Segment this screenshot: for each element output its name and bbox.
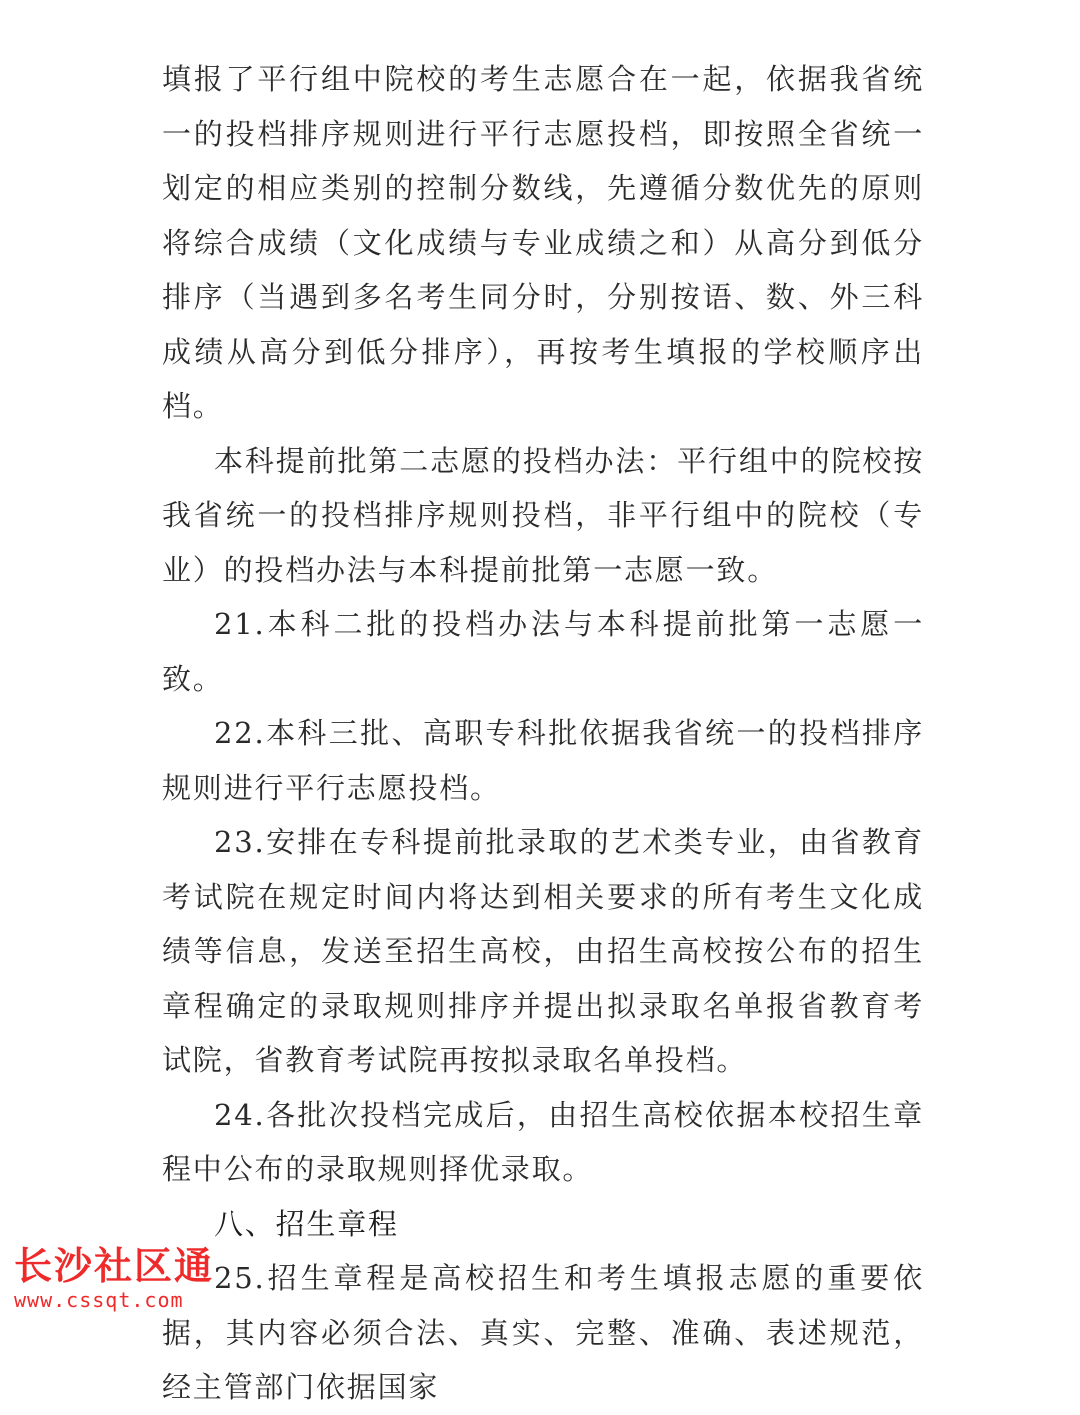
watermark-logo: 长沙社区通 — [14, 1244, 215, 1288]
watermark-url: www.cssqt.com — [14, 1288, 184, 1312]
paragraph-item-25: 25.招生章程是高校招生和考生填报志愿的重要依据，其内容必须合法、真实、完整、准确、表述规范，经主管部门依据国家 — [162, 1261, 924, 1404]
paragraph-second-choice-rule: 本科提前批第二志愿的投档办法：平行组中的院校按我省统一的投档排序规则投档，非平行组中的院校（专业）的投档办法与本科提前批第一志愿一致。 — [162, 443, 924, 587]
watermark — [14, 1244, 214, 1312]
section-heading: 八、招生章程 — [214, 1206, 399, 1241]
paragraph-continuation: 填报了平行组中院校的考生志愿合在一起，依据我省统一的投档排序规则进行平行志愿投档，即按照全省统一划定的相应类别的控制分数线，先遵循分数优先的原则将综合成绩（文化成绩与专业成绩之和）从高分到低分排序（当遇到多名考生同分时，分别按语、数、外三科成绩从高分到低分排序），再按考生填报的学校顺序出档。 — [162, 62, 924, 423]
document-body — [162, 52, 924, 1415]
paragraph-item-24: 24.各批次投档完成后，由招生高校依据本校招生章程中公布的录取规则择优录取。 — [162, 1097, 924, 1186]
paragraph-item-23: 23.安排在专科提前批录取的艺术类专业，由省教育考试院在规定时间内将达到相关要求的所有考生文化成绩等信息，发送至招生高校，由招生高校按公布的招生章程确定的录取规则排序并提出拟录取名单报省教育考试院，省教育考试院再按拟录取名单投档。 — [162, 825, 924, 1077]
paragraph-item-21: 21.本科二批的投档办法与本科提前批第一志愿一致。 — [162, 607, 924, 696]
paragraph-item-22: 22.本科三批、高职专科批依据我省统一的投档排序规则进行平行志愿投档。 — [162, 716, 924, 805]
